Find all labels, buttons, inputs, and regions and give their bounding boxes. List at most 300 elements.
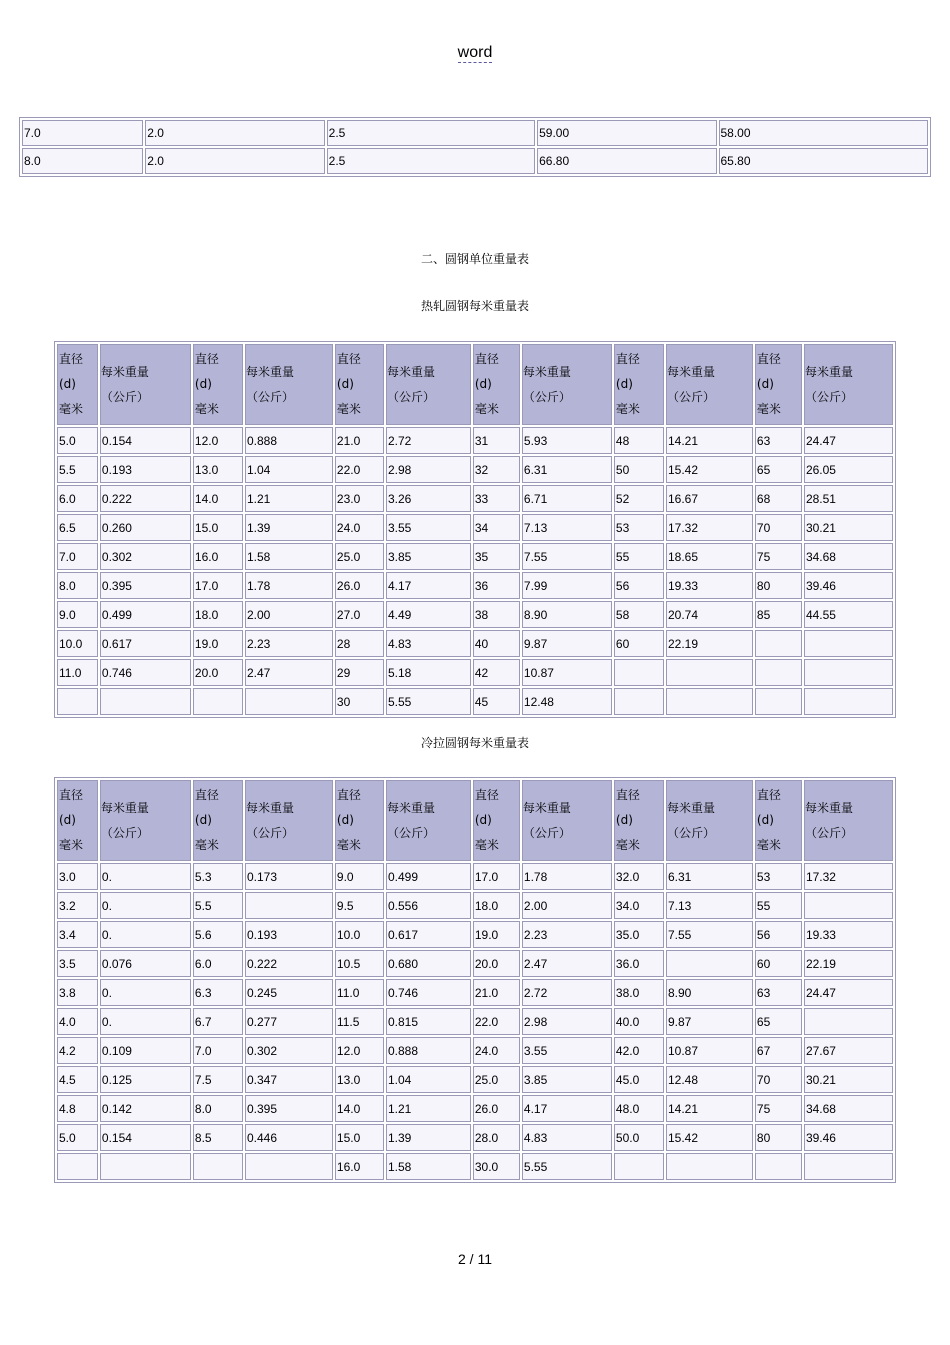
table-cell: 2.00	[245, 601, 333, 628]
table-cell: 68	[755, 485, 802, 512]
table-cell: 6.0	[57, 485, 98, 512]
table-cell: 0.173	[245, 863, 333, 890]
table-cell: 1.39	[386, 1124, 471, 1151]
diameter-header-line: 直径	[474, 352, 499, 366]
table-cell: 80	[755, 572, 802, 599]
table-cell: 11.0	[57, 659, 98, 686]
table-cell: 58	[614, 601, 664, 628]
diameter-header-line: (d)	[615, 377, 633, 391]
table-cell: 5.5	[57, 456, 98, 483]
table-row	[57, 572, 893, 599]
diameter-header-line: (d)	[194, 377, 212, 391]
table-cell: 5.18	[386, 659, 471, 686]
table-cell: 26.0	[335, 572, 384, 599]
diameter-header	[473, 344, 520, 425]
table-row	[57, 1153, 893, 1180]
table-cell: 3.2	[57, 892, 98, 919]
diameter-header-line: (d)	[336, 377, 354, 391]
cold-drawn-round-steel-table	[54, 777, 896, 1183]
table-cell: 30	[335, 688, 384, 715]
table-cell: 15.0	[335, 1124, 384, 1151]
table-row	[57, 485, 893, 512]
table-cell: 42	[473, 659, 520, 686]
table-cell: 20.74	[666, 601, 753, 628]
table-cell	[804, 1153, 893, 1180]
weight-header	[100, 780, 191, 861]
table-cell: 34	[473, 514, 520, 541]
table-cell: 0.245	[245, 979, 333, 1006]
table-cell: 2.0	[145, 120, 324, 146]
diameter-header-line: 直径	[336, 788, 361, 802]
table-cell: 22.0	[473, 1008, 520, 1035]
table-cell: 60	[614, 630, 664, 657]
diameter-header-line: 毫米	[756, 402, 781, 416]
table-row	[57, 950, 893, 977]
table-cell: 4.2	[57, 1037, 98, 1064]
table-cell: 28	[335, 630, 384, 657]
table-cell: 45	[473, 688, 520, 715]
table-cell: 19.33	[666, 572, 753, 599]
table-row	[57, 892, 893, 919]
table-row	[57, 1008, 893, 1035]
weight-header-line: （公斤）	[666, 389, 715, 404]
table-row	[57, 427, 893, 454]
table-row	[57, 688, 893, 715]
weight-header-line: 每米重量	[387, 800, 436, 815]
table-cell: 22.0	[335, 456, 384, 483]
pipe-weight-table-continued	[19, 117, 931, 177]
table-cell: 4.83	[386, 630, 471, 657]
table-cell: 58.00	[719, 120, 929, 146]
page-total: 11	[477, 1251, 492, 1267]
table-cell: 11.5	[335, 1008, 384, 1035]
weight-header	[245, 344, 333, 425]
table-cell	[614, 659, 664, 686]
table-cell: 7.0	[193, 1037, 243, 1064]
table-cell	[100, 688, 191, 715]
table-cell: 14.21	[666, 1095, 753, 1122]
weight-header-line: 每米重量	[522, 800, 571, 815]
diameter-header-line: (d)	[194, 813, 212, 827]
table-row	[57, 630, 893, 657]
diameter-header-line: 直径	[59, 788, 84, 802]
diameter-header	[473, 780, 520, 861]
weight-header-line: （公斤）	[522, 389, 571, 404]
diameter-header	[193, 344, 243, 425]
table-cell: 6.31	[522, 456, 612, 483]
table-cell: 0.	[100, 979, 191, 1006]
table-cell: 1.78	[522, 863, 612, 890]
table-cell: 8.90	[522, 601, 612, 628]
table-cell: 0.	[100, 892, 191, 919]
table-cell: 1.21	[245, 485, 333, 512]
table-cell	[193, 1153, 243, 1180]
table-cell: 65.80	[719, 148, 929, 174]
weight-header-line: 每米重量	[666, 800, 715, 815]
table-cell: 0.815	[386, 1008, 471, 1035]
table-row	[57, 659, 893, 686]
table-cell: 16.0	[193, 543, 243, 570]
table-cell: 11.0	[335, 979, 384, 1006]
table-cell: 1.21	[386, 1095, 471, 1122]
weight-header	[522, 780, 612, 861]
table-cell: 63	[755, 979, 802, 1006]
table-cell: 0.746	[100, 659, 191, 686]
diameter-header-line: 直径	[756, 352, 781, 366]
table-cell: 2.00	[522, 892, 612, 919]
diameter-header-line: 直径	[615, 788, 640, 802]
diameter-header	[57, 344, 98, 425]
table-cell: 9.87	[522, 630, 612, 657]
table-row	[57, 1037, 893, 1064]
header-word: word	[457, 44, 493, 61]
table-cell: 0.193	[245, 921, 333, 948]
table-cell: 0.746	[386, 979, 471, 1006]
weight-header-line: （公斤）	[804, 389, 853, 404]
table-cell: 2.98	[522, 1008, 612, 1035]
table-cell: 7.55	[666, 921, 753, 948]
weight-header-line: 每米重量	[804, 800, 853, 815]
table-cell: 5.55	[386, 688, 471, 715]
header-row	[57, 780, 893, 861]
table-cell: 0.680	[386, 950, 471, 977]
weight-header-line: （公斤）	[804, 825, 853, 840]
table-cell: 14.21	[666, 427, 753, 454]
table-cell: 2.98	[386, 456, 471, 483]
table-cell: 10.0	[335, 921, 384, 948]
table-cell: 34.68	[804, 543, 893, 570]
table-cell: 0.617	[386, 921, 471, 948]
table-cell: 55	[755, 892, 802, 919]
diameter-header-line: 毫米	[336, 838, 361, 852]
section-title: 二、圆钢单位重量表	[420, 252, 529, 266]
table-row	[57, 514, 893, 541]
table-cell: 0.193	[100, 456, 191, 483]
weight-header	[100, 344, 191, 425]
table-cell: 29	[335, 659, 384, 686]
table-cell: 53	[755, 863, 802, 890]
diameter-header-line: (d)	[474, 377, 492, 391]
table-cell: 0.125	[100, 1066, 191, 1093]
table-cell: 8.90	[666, 979, 753, 1006]
table-cell: 0.076	[100, 950, 191, 977]
weight-header-line: （公斤）	[387, 825, 436, 840]
table-cell: 13.0	[335, 1066, 384, 1093]
table-cell: 5.0	[57, 427, 98, 454]
weight-header-line: 每米重量	[522, 364, 571, 379]
weight-header-line: 每米重量	[804, 364, 853, 379]
table-cell: 10.0	[57, 630, 98, 657]
weight-header-line: 每米重量	[666, 364, 715, 379]
table-cell: 60	[755, 950, 802, 977]
table-cell: 50.0	[614, 1124, 664, 1151]
table-cell: 34.0	[614, 892, 664, 919]
weight-header	[386, 780, 471, 861]
table-cell: 33	[473, 485, 520, 512]
table-cell: 5.3	[193, 863, 243, 890]
table-cell: 21.0	[473, 979, 520, 1006]
diameter-header	[335, 780, 384, 861]
diameter-header	[614, 344, 664, 425]
table-cell: 35	[473, 543, 520, 570]
table-cell	[666, 950, 753, 977]
table-cell: 0.499	[100, 601, 191, 628]
table-cell: 4.83	[522, 1124, 612, 1151]
diameter-header-line: 毫米	[474, 838, 499, 852]
table-cell: 3.85	[522, 1066, 612, 1093]
table-cell: 34.68	[804, 1095, 893, 1122]
table-cell: 15.42	[666, 1124, 753, 1151]
table-cell: 7.13	[666, 892, 753, 919]
weight-header-line: （公斤）	[387, 389, 436, 404]
table-cell: 12.0	[335, 1037, 384, 1064]
table-cell: 6.7	[193, 1008, 243, 1035]
table-cell: 2.23	[245, 630, 333, 657]
weight-header	[386, 344, 471, 425]
table-cell: 5.6	[193, 921, 243, 948]
weight-header-line: （公斤）	[100, 389, 149, 404]
table-cell: 0.109	[100, 1037, 191, 1064]
table-cell: 0.222	[245, 950, 333, 977]
table-cell: 8.5	[193, 1124, 243, 1151]
weight-header-line: （公斤）	[666, 825, 715, 840]
table-cell: 17.32	[804, 863, 893, 890]
table-cell: 4.49	[386, 601, 471, 628]
table-cell: 2.47	[245, 659, 333, 686]
table-cell: 65	[755, 1008, 802, 1035]
table-cell: 17.32	[666, 514, 753, 541]
table-cell	[666, 688, 753, 715]
diameter-header	[57, 780, 98, 861]
diameter-header-line: 直径	[59, 352, 84, 366]
table-cell: 7.0	[22, 120, 143, 146]
table-cell: 16.0	[335, 1153, 384, 1180]
weight-header	[804, 780, 893, 861]
table-cell: 20.0	[193, 659, 243, 686]
table-row	[57, 1066, 893, 1093]
table-cell: 4.5	[57, 1066, 98, 1093]
table-cell: 7.55	[522, 543, 612, 570]
table-cell: 52	[614, 485, 664, 512]
diameter-header-line: 毫米	[615, 838, 640, 852]
diameter-header-line: 毫米	[59, 402, 84, 416]
table-cell: 13.0	[193, 456, 243, 483]
diameter-header	[755, 780, 802, 861]
table-cell: 25.0	[473, 1066, 520, 1093]
table-cell: 2.47	[522, 950, 612, 977]
table-cell: 5.5	[193, 892, 243, 919]
weight-header-line: 每米重量	[100, 364, 149, 379]
table-cell: 3.55	[386, 514, 471, 541]
table-cell: 6.3	[193, 979, 243, 1006]
table-cell: 6.0	[193, 950, 243, 977]
table-cell	[755, 630, 802, 657]
table-cell: 0.222	[100, 485, 191, 512]
table-cell: 26.0	[473, 1095, 520, 1122]
weight-header	[804, 344, 893, 425]
table-cell: 70	[755, 514, 802, 541]
table-cell: 0.347	[245, 1066, 333, 1093]
table-cell: 10.5	[335, 950, 384, 977]
table-cell: 38	[473, 601, 520, 628]
table-cell: 1.04	[386, 1066, 471, 1093]
table-cell: 65	[755, 456, 802, 483]
table-cell: 3.0	[57, 863, 98, 890]
table-cell	[245, 1153, 333, 1180]
table-cell: 9.5	[335, 892, 384, 919]
weight-header	[522, 344, 612, 425]
diameter-header-line: (d)	[59, 813, 76, 827]
table-cell: 18.65	[666, 543, 753, 570]
diameter-header	[335, 344, 384, 425]
weight-header-line: 每米重量	[245, 800, 294, 815]
table-cell: 39.46	[804, 1124, 893, 1151]
table-cell	[100, 1153, 191, 1180]
table-cell: 80	[755, 1124, 802, 1151]
table-cell: 40.0	[614, 1008, 664, 1035]
table-cell: 39.46	[804, 572, 893, 599]
table-cell: 42.0	[614, 1037, 664, 1064]
weight-header	[666, 344, 753, 425]
table-cell: 6.5	[57, 514, 98, 541]
table-row	[57, 863, 893, 890]
table-cell: 27.0	[335, 601, 384, 628]
table-cell: 14.0	[335, 1095, 384, 1122]
diameter-header-line: 直径	[756, 788, 781, 802]
table-cell: 30.21	[804, 1066, 893, 1093]
table-cell	[804, 630, 893, 657]
table-cell: 0.142	[100, 1095, 191, 1122]
diameter-header-line: 毫米	[756, 838, 781, 852]
table-cell: 9.87	[666, 1008, 753, 1035]
diameter-header-line: 直径	[474, 788, 499, 802]
weight-header-line: 每米重量	[100, 800, 149, 815]
table-cell: 27.67	[804, 1037, 893, 1064]
table-cell: 0.	[100, 863, 191, 890]
table-cell: 10.87	[522, 659, 612, 686]
weight-header	[245, 780, 333, 861]
table-cell	[755, 688, 802, 715]
diameter-header-line: 直径	[336, 352, 361, 366]
table-cell: 4.17	[386, 572, 471, 599]
table-cell: 0.154	[100, 1124, 191, 1151]
weight-header-line: （公斤）	[100, 825, 149, 840]
table-cell: 8.0	[193, 1095, 243, 1122]
weight-header	[666, 780, 753, 861]
table-cell: 44.55	[804, 601, 893, 628]
table-cell: 28.51	[804, 485, 893, 512]
table-cell: 3.5	[57, 950, 98, 977]
table-cell: 28.0	[473, 1124, 520, 1151]
table-cell: 5.55	[522, 1153, 612, 1180]
table-cell: 1.78	[245, 572, 333, 599]
table-cell: 0.617	[100, 630, 191, 657]
table-cell: 0.154	[100, 427, 191, 454]
table-cell: 45.0	[614, 1066, 664, 1093]
diameter-header-line: 毫米	[615, 402, 640, 416]
table-cell	[614, 1153, 664, 1180]
table-cell: 2.5	[327, 120, 535, 146]
diameter-header-line: 毫米	[59, 838, 84, 852]
table-cell: 2.0	[145, 148, 324, 174]
table-cell: 17.0	[473, 863, 520, 890]
table-cell: 48.0	[614, 1095, 664, 1122]
table-cell: 0.260	[100, 514, 191, 541]
table-cell: 9.0	[335, 863, 384, 890]
table-cell	[804, 1008, 893, 1035]
weight-header-line: （公斤）	[245, 825, 294, 840]
table-cell	[245, 688, 333, 715]
table-row	[22, 148, 928, 174]
table-cell: 3.26	[386, 485, 471, 512]
table-cell: 24.0	[335, 514, 384, 541]
diameter-header-line: (d)	[336, 813, 354, 827]
table-row	[57, 1124, 893, 1151]
table-cell	[57, 688, 98, 715]
diameter-header-line: 直径	[194, 352, 219, 366]
table-cell: 53	[614, 514, 664, 541]
table-cell: 1.39	[245, 514, 333, 541]
table-row	[57, 456, 893, 483]
table-cell: 21.0	[335, 427, 384, 454]
table-cell: 2.23	[522, 921, 612, 948]
table-cell: 30.21	[804, 514, 893, 541]
table-cell: 5.0	[57, 1124, 98, 1151]
table-cell: 0.446	[245, 1124, 333, 1151]
diameter-header-line: (d)	[59, 377, 76, 391]
diameter-header-line: 直径	[194, 788, 219, 802]
table-cell: 14.0	[193, 485, 243, 512]
table-cell: 0.	[100, 1008, 191, 1035]
diameter-header-line: (d)	[756, 813, 774, 827]
weight-header-line: （公斤）	[245, 389, 294, 404]
table-cell: 12.48	[522, 688, 612, 715]
table-cell: 15.0	[193, 514, 243, 541]
table-cell: 56	[755, 921, 802, 948]
table-cell: 20.0	[473, 950, 520, 977]
table-cell: 0.556	[386, 892, 471, 919]
table-cell: 23.0	[335, 485, 384, 512]
table-cell: 32.0	[614, 863, 664, 890]
table-cell: 22.19	[666, 630, 753, 657]
table-cell: 0.	[100, 921, 191, 948]
table-cell: 7.99	[522, 572, 612, 599]
table-cell: 3.55	[522, 1037, 612, 1064]
table-cell: 22.19	[804, 950, 893, 977]
diameter-header-line: (d)	[615, 813, 633, 827]
table-cell: 30.0	[473, 1153, 520, 1180]
table-cell: 24.0	[473, 1037, 520, 1064]
table-cell: 8.0	[22, 148, 143, 174]
table-cell: 1.58	[245, 543, 333, 570]
table-row	[57, 979, 893, 1006]
cold-drawn-caption: 冷拉圆钢每米重量表	[420, 736, 529, 750]
table-cell: 25.0	[335, 543, 384, 570]
diameter-header-line: 直径	[615, 352, 640, 366]
table-cell: 24.47	[804, 427, 893, 454]
table-cell: 18.0	[193, 601, 243, 628]
table-cell: 4.0	[57, 1008, 98, 1035]
table-cell: 35.0	[614, 921, 664, 948]
table-cell: 0.395	[245, 1095, 333, 1122]
table-cell: 15.42	[666, 456, 753, 483]
table-cell	[804, 659, 893, 686]
diameter-header	[193, 780, 243, 861]
page-number	[0, 1251, 950, 1267]
table-cell	[755, 659, 802, 686]
table-cell: 2.72	[386, 427, 471, 454]
table-cell: 3.8	[57, 979, 98, 1006]
